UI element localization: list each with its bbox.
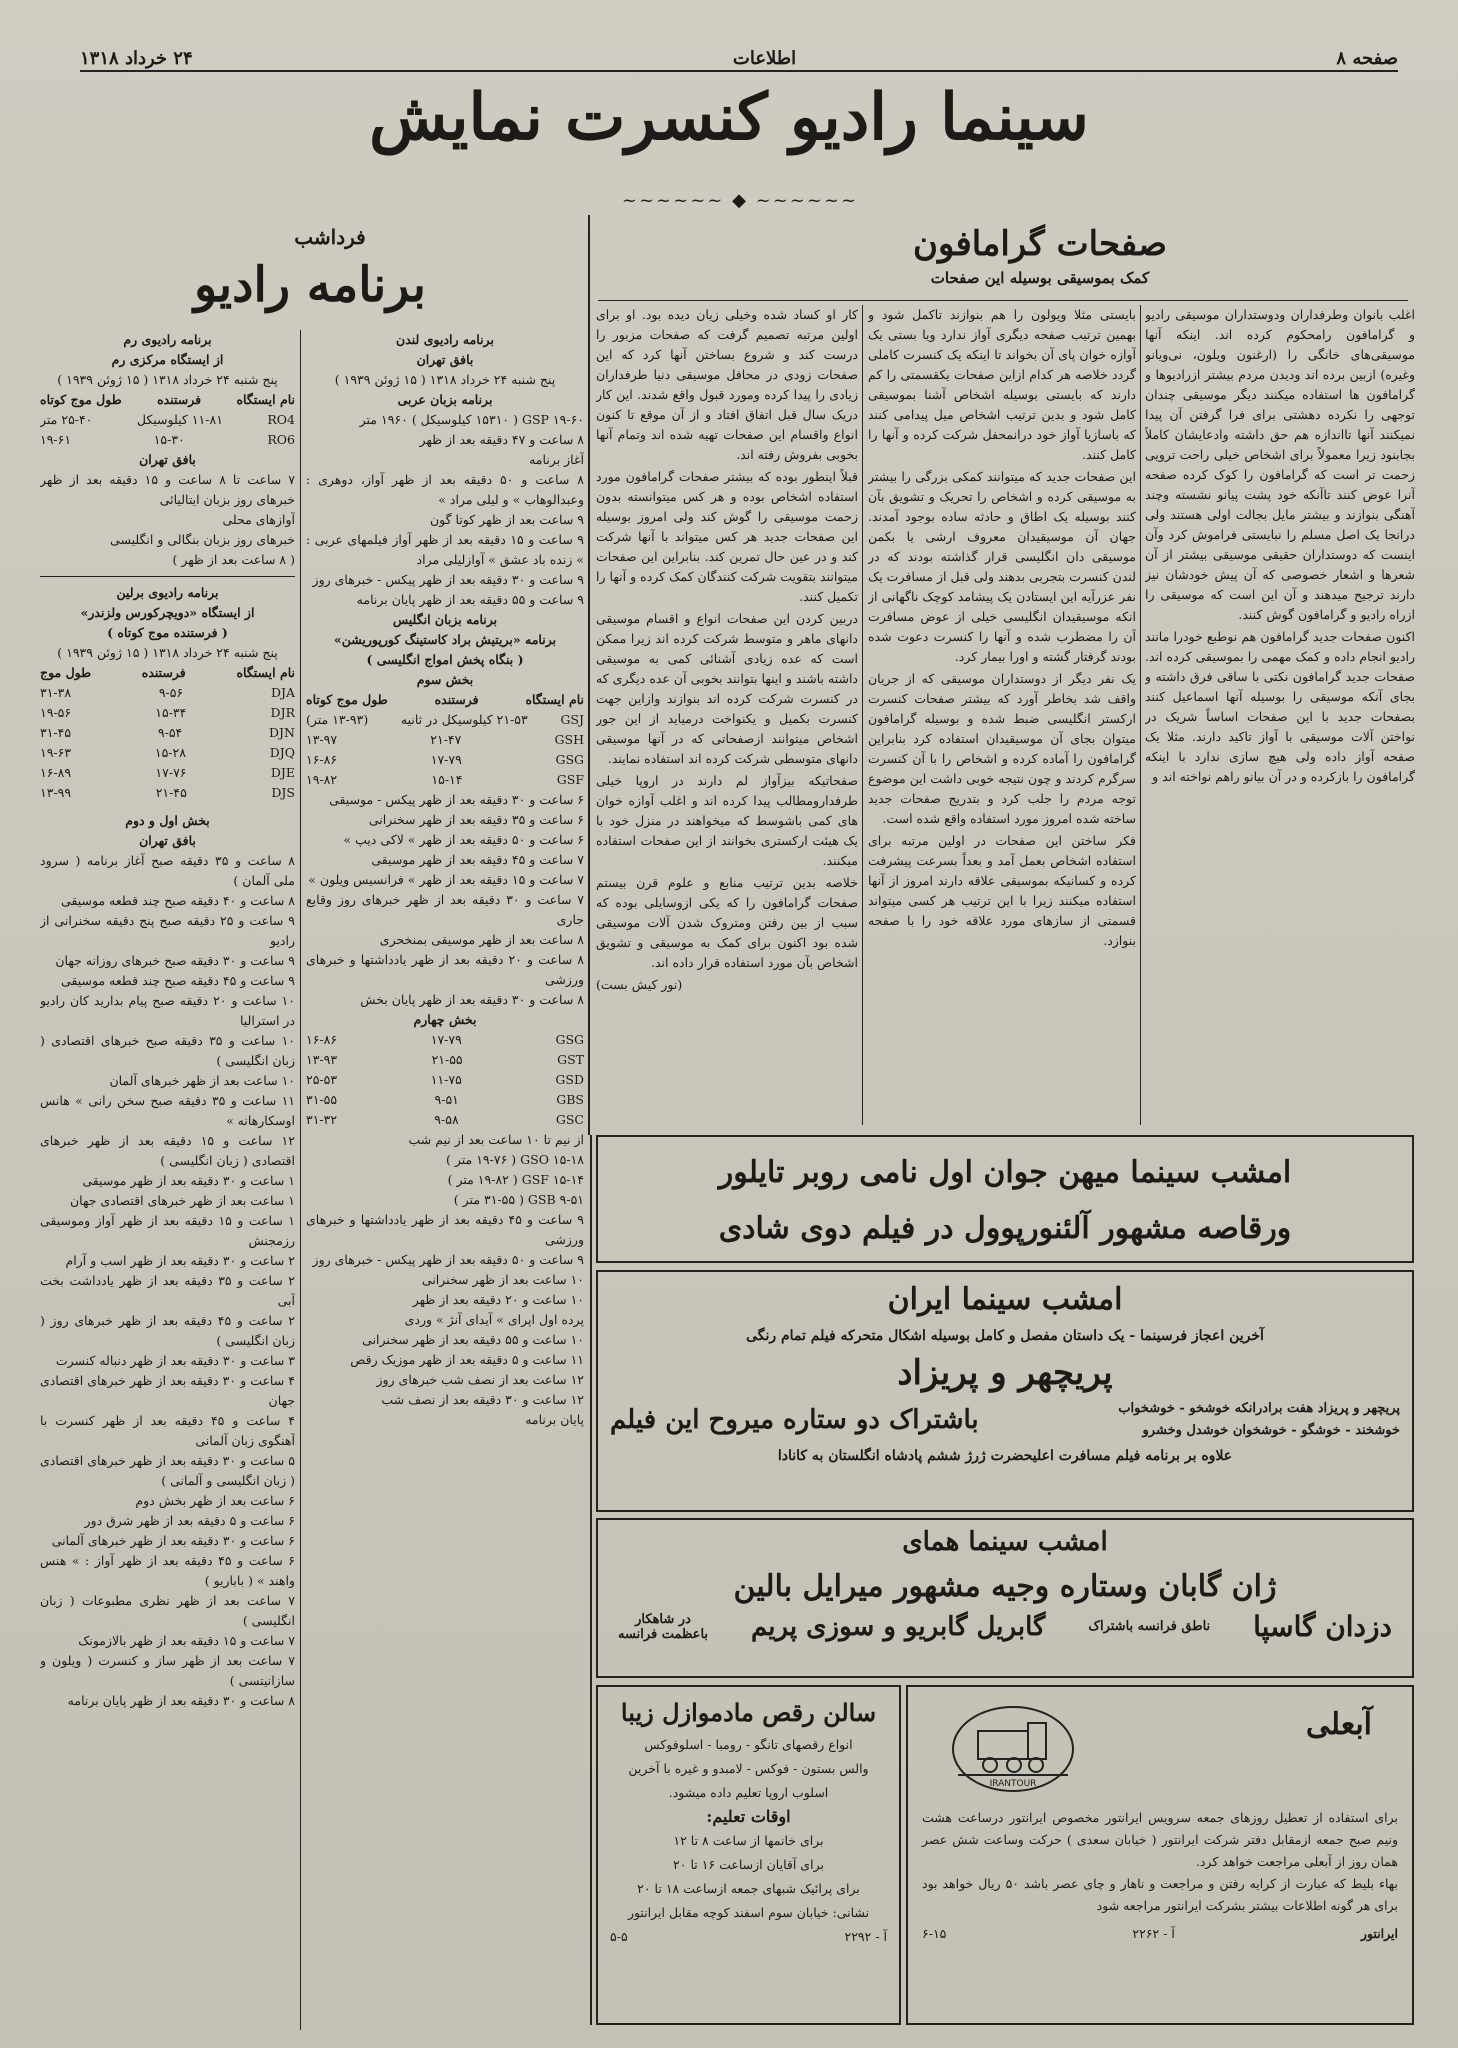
ad-note: باعظمت فرانسه bbox=[618, 1626, 709, 1642]
schedule-line: ۹ ساعت بعد از ظهر کوتا گون bbox=[429, 512, 584, 527]
article-column-2 bbox=[868, 305, 1136, 1125]
ad-footer bbox=[922, 1923, 1398, 1945]
schedule-line: ( ۸ ساعت بعد از ظهر ) bbox=[172, 552, 295, 567]
station-wave: ۱۹-۸۲ bbox=[306, 772, 338, 787]
station-code: DJE bbox=[270, 765, 295, 780]
article-column-1 bbox=[1145, 305, 1415, 1125]
schedule-line: ۱۲ ساعت و ۱۵ دقیقه بعد از ظهر خبرهای اقتصادی ( زبان انگلیسی ) bbox=[40, 1133, 295, 1168]
station-freq: ۱۵-۱۴ bbox=[431, 772, 463, 787]
schedule-line: GSP ۱۹-۶۰ ( ۱۵۳۱۰ کیلوسیکل ) ۱۹۶۰ متر bbox=[359, 412, 584, 427]
logo-text: IRANTOUR bbox=[989, 1779, 1037, 1789]
section-heading: بخش اول و دوم bbox=[125, 813, 210, 828]
article-paragraph: خلاصه بدین ترتیب منابع و علوم قرن بیستم صفحات گرامافون را که یکی ازوسایلی بوده که سبب از بین رفتن ومتروک شدن آلات موسیقی شده بود اکنون برای کمک به موسیقی و تشویق اشخاص بآن مورد استفاده قرار داده اند. bbox=[596, 875, 858, 970]
station-row bbox=[306, 730, 584, 750]
date-line: پنج شنبه ۲۴ خرداد ۱۳۱۸ ( ۱۵ ژوئن ۱۹۳۹ ) bbox=[334, 372, 556, 387]
station-freq: ۱۵-۳۰ bbox=[153, 432, 185, 447]
station-row bbox=[40, 703, 295, 723]
station-code: GSG bbox=[555, 1032, 584, 1047]
schedule-line: ۷ ساعت و ۳۰ دقیقه بعد از ظهر خبرهای روز وقایع جاری bbox=[306, 892, 584, 927]
station-code: GST bbox=[557, 1052, 584, 1067]
stations-header bbox=[40, 663, 295, 683]
schedule-line: پرده اول اپرای » آیدای آنژ » وردی bbox=[404, 1312, 584, 1327]
ad-body bbox=[598, 1733, 899, 1949]
ad-code: آ - ۲۲۶۲ bbox=[1132, 1926, 1175, 1941]
schedule-line: ۷ ساعت بعد از ظهر ساز و کنسرت ( ویلون و سازانیتسی ) bbox=[40, 1653, 295, 1688]
ad-headline: ورقاصه مشهور آلئنورپوول در فیلم دوی شادی bbox=[718, 1211, 1292, 1246]
col-header: طول موج bbox=[40, 665, 92, 680]
schedule-line: GSF ۱۵-۱۴ ( ۱۹-۸۲ متر ) bbox=[447, 1172, 584, 1187]
station-wave: ۲۵-۴۰ متر bbox=[40, 412, 93, 427]
section-heading: ( بنگاه پخش امواج انگلیسی ) bbox=[366, 652, 524, 667]
station-wave: ۳۱-۳۲ bbox=[306, 1112, 338, 1127]
ad-body bbox=[922, 1807, 1398, 1945]
station-wave: ۱۹-۶۱ bbox=[40, 432, 72, 447]
ad-signature: ایرانتور bbox=[1360, 1926, 1398, 1941]
schedule-line: ۸ ساعت و ۳۰ دقیقه بعد از ظهر پایان برنامه bbox=[67, 1693, 295, 1708]
ad-stars: باشتراک دو ستاره میروح این فیلم bbox=[610, 1405, 979, 1435]
col-header: طول موج کوتاه bbox=[40, 392, 122, 407]
schedule-line: آوازهای محلی bbox=[222, 512, 295, 527]
ad-cast: گابریل گابریو و سوزی پریم bbox=[751, 1611, 1046, 1642]
rome-station: از ایستگاه مرکزی رم bbox=[111, 352, 224, 367]
schedule-line: ۸ ساعت و ۵۰ دقیقه بعد از ظهر آواز، دوهری : وعبدالوهاب » و لیلی مراد » bbox=[306, 472, 584, 507]
paper-name: اطلاعات bbox=[732, 47, 797, 69]
station-freq: ۹-۵۴ bbox=[157, 725, 183, 740]
station-freq: ۱۵-۳۴ bbox=[155, 705, 187, 720]
station-freq: ۱۱-۸۱ کیلوسیکل bbox=[136, 412, 223, 427]
station-freq: ۹-۵۱ bbox=[434, 1092, 459, 1107]
station-wave: ۱۳-۹۷ bbox=[306, 732, 338, 747]
schedule-line: ۷ ساعت بعد از ظهر نظری مطبوعات ( زبان انگلیسی ) bbox=[40, 1593, 295, 1628]
train-logo bbox=[948, 1701, 1078, 1797]
schedule-line: ۱۰ ساعت و ۵۵ دقیقه بعد از ظهر سخنرانی bbox=[362, 1332, 584, 1347]
ad-cinema-iran bbox=[596, 1270, 1414, 1512]
ornament-divider: ~~~~~~ ◆ ~~~~~~ bbox=[621, 190, 859, 211]
article-paragraph: فکر ساختن این صفحات در اولین مرتبه برای استفاده اشخاص بعمل آمد و بعداً بسرعت پیشرفت کرده و کسانیکه بموسیقی علاقه دارند امروز از آنها استفاده میکنند زیرا با این ترتیب هر کسی میتواند قسمتی از سازهای مورد علاقه خود را با صفحه بنوازد. bbox=[868, 833, 1136, 948]
article-paragraph: اغلب بانوان وطرفداران ودوستداران موسیقی رادیو و گرامافون رامحکوم کرده اند. اینکه آنها موسیقی‌های خانگی را (ارغنون ویلون، نی‌ویانو وغیره) ازبین برده اند ودیدن مردم بیشتر ازرادیوها و گرامافون ها استفاده میکنند دیگر موسیقی چندان توجهی را نکرده دهشتی برای فرا گرفتن آن پیدا نمیکنند آنها تااندازه هم حق داشته وادعایشان کاملاً بجابنود زیرا معمولاً برای اشخاص خیلی راحت ترویی زحمت تر است که گرامافون را کوک کرده صفحه آنرا عوض کنند تاآنکه خود پشت پیانو نشسته وچند آهنگی بنوازند و بیشتر مایل بجالت اولی هستند ولی درانجا یک اصل مسلم را نبایستی فراموش کرد وآن اینست که دوستداران حقیقی موسیقی بیشتر از آن شعرها و اشعار خصوصی که آن پیش خودشان نیز دارند ترجیح میدهند و آن این است که موسیقی را ازراه رادیو و گرامافون گوش کنند. bbox=[1145, 307, 1415, 622]
article-paragraph: اکنون صفحات جدید گرامافون هم نوطبع خودرا مانند رادیو انجام داده و کمک مهمی را بموسیقی کرده اند. صفحات جدید گرامافون نکتی با ساقی فرق داشته و بجای آنکه موسیقی را بوسیله آنها اسماعیل کنند بصفحات جدید با این صفحات اساساً شریک در نواختن آلات موسیقی با آواز تاکید دارند. مثلا یک صفحه آواز داده ولی هیچ سازی ندارد با اینکه گرامافون را بازکرده و در آن بیانو راهم نواخته اند و bbox=[1145, 629, 1415, 784]
section-heading: بخش چهارم bbox=[413, 1012, 477, 1027]
cast-line: پریچهر و پریزاد هفت برادرانکه خوشخو - خوشخواب bbox=[1118, 1401, 1400, 1416]
ad-cast-block bbox=[598, 1398, 1412, 1442]
station-wave: ۱۶-۸۶ bbox=[306, 1032, 338, 1047]
article-paragraph: دربین کردن این صفحات انواع و اقسام موسیقی دانهای ماهر و متوسط شرکت کرده اند زیرا ممکن است که عده زیادی آشنائی کمی به موسیقی داشته باشند و اینها بتوانند بخوبی آن عده دیگری که در کنسرت شرکت کرده اند بنوازند وازاین جهت کنسرت بکمیل و یکنواخت درمیاید از این جور اشخاص میتوانند ازصفحاتی که در آنها موسیقی دانهای متوسطی شرکت کرده اند استفاده نمایند. bbox=[596, 611, 858, 766]
ad-film-title: پریچهر و پریزاد bbox=[897, 1353, 1113, 1393]
arabic-heading: برنامه بزبان عربی bbox=[397, 392, 493, 407]
station-code: DJS bbox=[271, 785, 295, 800]
col-header: طول موج کوتاه bbox=[306, 692, 388, 707]
schedule-line: ۷ ساعت و ۱۵ دقیقه بعد از ظهر » فرانسیس ویلون » bbox=[308, 872, 584, 887]
ad-masterpiece bbox=[618, 1612, 708, 1642]
station-freq: ۲۱-۵۵ bbox=[431, 1052, 463, 1067]
column-rule bbox=[862, 305, 863, 1125]
station-freq: ۱۵-۲۸ bbox=[154, 745, 186, 760]
ad-description: آخرین اعجاز فرسینما - یک داستان مفصل و کامل بوسیله اشکال متحرکه فیلم تمام رنگی bbox=[746, 1328, 1264, 1344]
ad-cast bbox=[1118, 1398, 1400, 1442]
rome-berlin-schedule bbox=[40, 330, 295, 2030]
schedule-line: آغاز برنامه bbox=[529, 452, 584, 467]
tehran-time: بافق تهران bbox=[416, 352, 474, 367]
london-title: برنامه رادیوی لندن bbox=[396, 332, 494, 347]
schedule-line: GSB ۹-۵۱ ( ۳۱-۵۵ متر ) bbox=[453, 1192, 584, 1207]
schedule-line: ۹ ساعت و ۵۰ دقیقه بعد از ظهر پیکس - خبرهای روز bbox=[312, 1252, 584, 1267]
ad-paragraph: بهاء بلیط که عبارت از کرایه رفتن و مراجعت و ناهار و چای عصر باشد ۵۰ ریال خواهد بود برای هر گونه اطلاعات بیشتر بشرکت ایرانتور مراجعه شود bbox=[922, 1876, 1399, 1913]
station-freq: ۲۱-۴۵ bbox=[155, 785, 187, 800]
ad-dance-salon bbox=[596, 1685, 901, 2025]
ad-line: اسلوب اروپا تعلیم داده میشود. bbox=[668, 1785, 829, 1800]
page-header bbox=[80, 46, 1398, 72]
schedule-line: ۱۰ ساعت و ۲۰ دقیقه بعد از ظهر bbox=[412, 1292, 584, 1307]
schedule-line: ۱۰ ساعت بعد از ظهر خبرهای آلمان bbox=[109, 1073, 295, 1088]
schedule-line: ۳ ساعت و ۳۰ دقیقه بعد از ظهر دنباله کنسرت bbox=[55, 1353, 295, 1368]
station-wave: ۲۵-۵۳ bbox=[306, 1072, 338, 1087]
station-wave: ۱۳-۹۹ bbox=[40, 785, 72, 800]
article-paragraph: بایستی مثلا ویولون را هم بنوازند تاکمل شود و بهمین ترتیب صفحه دیگری آواز ندارد ویا بستی یک آوازه خوان پای آن بخواند تا اینکه یک کنسرت کاملی گردد خلاصه هر کدام ازاین صفحات یکقسمتی را کم دارند که بایستی بوسیله اشخاص آشنا بموسیقی کامل شود و بدین ترتیب اشخاص میل پیدامی کنند که باسازیا آواز خود درانمحفل شرکت کرده و آنها را کامل کنند. bbox=[868, 307, 1136, 462]
schedule-line: ۴ ساعت و ۴۵ دقیقه بعد از ظهر کنسرت با آهنگوی زبان آلمانی bbox=[40, 1413, 295, 1448]
station-freq: ۹-۵۶ bbox=[158, 685, 184, 700]
stations-header bbox=[306, 690, 584, 710]
station-code: GSG bbox=[555, 752, 584, 767]
article-paragraph: قبلاً اینطور بوده که بیشتر صفحات گرامافون مورد استفاده اشخاص بوده و هر کس میتوانسته بدون زحمت موسیقی را گوش کند ولی امروز بوسیله این صفحات جدید هر کس میتواند با آنها شرکت کند و در عین حال تمرین کند. بنابراین این صفحات میتوانند بتقویت شرکت کنندگان کمک کرده و آنها را تکمیل کنند. bbox=[596, 469, 858, 604]
station-row bbox=[40, 410, 295, 430]
station-code: RO4 bbox=[267, 412, 295, 427]
schedule-line: ۸ ساعت و ۲۰ دقیقه بعد از ظهر یادداشتها و خبرهای ورزشی bbox=[306, 952, 584, 987]
schedule-line: ۱۲ ساعت و ۳۰ دقیقه بعد از نصف شب bbox=[381, 1392, 584, 1407]
column-rule bbox=[590, 1135, 592, 2025]
station-freq: ۹-۵۸ bbox=[434, 1112, 459, 1127]
station-row bbox=[306, 1070, 584, 1090]
article-paragraph: کار او کساد شده وخیلی زیان دیده بود. او برای اولین مرتبه تصمیم گرفت که صفحات مزبور را درست کند و شروع بساختن آنها کرد که این صفحات زودی در محافل موسیقی دنیا طرفداران زیادی را پیدا کرده ومورد قبول واقع شدند. این کار دریک سال قبل اتفاق افتاد و از آن موقع تا کنون انواع واقسام این صفحات تهیه شده اند وتمام آنها بخوبی بفروش رفته اند. bbox=[596, 307, 858, 462]
station-row bbox=[306, 770, 584, 790]
column-rule bbox=[300, 330, 301, 2030]
station-wave: ۳۱-۴۵ bbox=[40, 725, 72, 740]
ad-code: ۶-۱۵ bbox=[922, 1926, 947, 1941]
section-masthead: سینما رادیو کنسرت نمایش bbox=[369, 80, 1089, 155]
article-title: صفحات گرامافون bbox=[913, 224, 1167, 264]
station-freq: ۱۷-۷۹ bbox=[430, 1032, 462, 1047]
article-column-3 bbox=[596, 305, 858, 1125]
station-row bbox=[40, 743, 295, 763]
col-header: نام ایستگاه bbox=[236, 392, 295, 407]
ad-note: در شاهکار bbox=[635, 1611, 691, 1627]
ad-code: آ - ۲۲۹۲ bbox=[844, 1929, 887, 1944]
station-freq: ۱۱-۷۵ bbox=[430, 1072, 462, 1087]
ad-code: ۵-۵ bbox=[610, 1929, 628, 1944]
station-code: GSD bbox=[555, 1072, 584, 1087]
section-heading: برنامه «بریتیش براد کاستینگ کورپوریشن» bbox=[333, 632, 557, 647]
section-heading: بخش سوم bbox=[416, 672, 474, 687]
schedule-line: ۶ ساعت و ۵۰ دقیقه بعد از ظهر » لاکی دیپ » bbox=[343, 832, 584, 847]
schedule-line: ۵ ساعت و ۳۰ دقیقه بعد از ظهر خبرهای اقتصادی ( زبان انگلیسی و آلمانی ) bbox=[40, 1453, 295, 1488]
station-freq: ۲۱-۵۳ کیلوسیکل در ثانیه bbox=[400, 712, 528, 727]
section-heading: برنامه بزبان انگلیس bbox=[392, 612, 498, 627]
schedule-line: ۶ ساعت و ۴۵ دقیقه بعد از ظهر آواز : » هنس واهند » ( باباریو ) bbox=[40, 1553, 295, 1588]
ad-codes bbox=[610, 1925, 887, 1949]
schedule-line: ۲ ساعت و ۳۰ دقیقه بعد از ظهر اسب و آرام bbox=[65, 1253, 295, 1268]
schedule-line: ۱۰ ساعت و ۳۵ دقیقه صبح خبرهای اقتصادی ( زبان انگلیسی ) bbox=[40, 1033, 295, 1068]
station-code: RO6 bbox=[267, 432, 295, 447]
schedule-line: ۶ ساعت بعد از ظهر بخش دوم bbox=[135, 1493, 295, 1508]
schedule-line: ۱۰ ساعت و ۲۰ دقیقه صبح پیام بدارید کان رادیو در استرالیا bbox=[40, 993, 295, 1028]
col-header: فرستنده bbox=[157, 392, 202, 407]
station-row bbox=[306, 1050, 584, 1070]
ad-title: سالن رقص مادموازل زیبا bbox=[620, 1698, 877, 1727]
station-code: GBS bbox=[556, 1092, 584, 1107]
london-schedule bbox=[306, 330, 584, 2030]
station-row bbox=[40, 430, 295, 450]
schedule-line: خبرهای روز بزبان بنگالی و انگلیسی bbox=[110, 532, 295, 547]
station-freq: ۲۱-۴۷ bbox=[430, 732, 462, 747]
radio-title: برنامه رادیو bbox=[193, 257, 427, 313]
station-row bbox=[40, 723, 295, 743]
col-header: فرستنده bbox=[434, 692, 479, 707]
schedule-line: ۸ ساعت و ۴۷ دقیقه بعد از ظهر bbox=[419, 432, 584, 447]
schedule-line: ۱۲ ساعت بعد از نصف شب خبرهای روز bbox=[376, 1372, 584, 1387]
schedule-line: ۹ ساعت و ۳۰ دقیقه صبح خبرهای روزانه جهان bbox=[55, 953, 295, 968]
ad-extra: علاوه بر برنامه فیلم مسافرت اعلیحضرت ژرژ ششم پادشاه انگلستان به کانادا bbox=[777, 1448, 1233, 1464]
rome-title: برنامه رادیوی رم bbox=[123, 332, 212, 347]
ad-line: برای خانمها از ساعت ۸ تا ۱۲ bbox=[673, 1833, 824, 1848]
station-wave: ۳۱-۵۵ bbox=[306, 1092, 338, 1107]
ad-line: انواع رقصهای تانگو - رومبا - اسلوفوکس bbox=[644, 1737, 853, 1752]
schedule-line: ۶ ساعت و ۳۰ دقیقه بعد از ظهر پیکس - موسیقی bbox=[329, 792, 584, 807]
ad-title: امشب سینما همای bbox=[902, 1527, 1108, 1557]
berlin-sub: ( فرستنده موج کوتاه ) bbox=[107, 625, 228, 640]
schedule-line: ۷ ساعت و ۱۵ دقیقه بعد از ظهر بالازمونک bbox=[78, 1633, 295, 1648]
schedule-line: ۶ ساعت و ۳۰ دقیقه بعد از ظهر خبرهای آلمانی bbox=[51, 1533, 295, 1548]
station-wave: ۱۹-۶۳ bbox=[40, 745, 72, 760]
station-wave: ۱۶-۸۶ bbox=[306, 752, 338, 767]
ad-headline: امشب سینما میهن جوان اول نامی روبر تایلور bbox=[718, 1155, 1292, 1190]
ad-stars: ژان گابان وستاره وجیه مشهور میرایل بالین bbox=[733, 1569, 1277, 1604]
schedule-line: ۹ ساعت و ۵۵ دقیقه بعد از ظهر پایان برنامه bbox=[356, 592, 584, 607]
station-code: DJQ bbox=[269, 745, 295, 760]
ad-film-row bbox=[598, 1610, 1412, 1643]
station-row bbox=[40, 763, 295, 783]
ad-film-title: دزدان گاسپا bbox=[1253, 1610, 1392, 1643]
date-line: پنج شنبه ۲۴ خرداد ۱۳۱۸ ( ۱۵ ژوئن ۱۹۳۹ ) bbox=[57, 372, 278, 387]
schedule-line: ۶ ساعت و ۳۵ دقیقه بعد از ظهر سخنرانی bbox=[368, 812, 584, 827]
schedule-line: ۸ ساعت بعد از ظهر موسیقی بمنخحری bbox=[379, 932, 584, 947]
schedule-line: ۴ ساعت و ۳۰ دقیقه بعد از ظهر خبرهای اقتصادی جهان bbox=[40, 1373, 295, 1408]
tehran-time: بافق تهران bbox=[139, 833, 196, 848]
berlin-title: برنامه رادیوی برلین bbox=[116, 585, 219, 600]
column-rule bbox=[588, 215, 590, 1135]
station-wave: ۱۹-۵۶ bbox=[40, 705, 72, 720]
ad-cinema-mihan bbox=[596, 1135, 1414, 1263]
schedule-line: پایان برنامه bbox=[525, 1412, 584, 1427]
article-subtitle: کمک بموسیقی بوسیله این صفحات bbox=[930, 269, 1150, 287]
schedule-line: ۹ ساعت و ۴۵ دقیقه صبح چند قطعه موسیقی bbox=[61, 973, 295, 988]
schedule-line: ۹ ساعت و ۴۵ دقیقه بعد از ظهر یادداشتها و خبرهای ورزشی bbox=[306, 1212, 584, 1247]
col-header: نام ایستگاه bbox=[525, 692, 584, 707]
stations-header bbox=[40, 390, 295, 410]
schedule-line: ۱ ساعت بعد از ظهر خبرهای اقتصادی جهان bbox=[69, 1193, 295, 1208]
station-code: GSF bbox=[556, 772, 584, 787]
ad-paragraph: برای استفاده از تعطیل روزهای جمعه سرویس ایرانتور مخصوص ایرانتور درساعت هشت ونیم صبح جمعه ازمقابل دفتر شرکت ایرانتور ( خیابان سعدی ) حرکت وساعت شش عصر همان روز از آبعلی مراجعت خواهد کرد. bbox=[922, 1810, 1398, 1869]
article-paragraph: یک نفر دیگر از دوستداران موسیقی که از جریان واقف شد بخاطر آورد که بیشتر صفحات کنسرت ارکستر انگلیسی ضبط شده و بوسیله گرامافون میتوان بجای آن موسیقیدان استفاده کرد بنابراین گرامافون را آماده کرده و اشخاص را با آن کنسرت سرگرم کردند و چون نتیجه خوبی داشت این موضوع توجه مردم را جلب کرد و بتدریج صفحات جدید ساخته شده امروز مورد استفاده واقع شده است. bbox=[868, 671, 1136, 826]
radio-tomorrow: فرداشب bbox=[294, 225, 366, 249]
schedule-line: ۶ ساعت و ۵ دقیقه بعد از ظهر شرق دور bbox=[84, 1513, 295, 1528]
ad-title: آبعلی bbox=[1305, 1707, 1372, 1742]
station-code: GSJ bbox=[560, 712, 584, 727]
station-freq: ۱۷-۷۹ bbox=[430, 752, 462, 767]
rule bbox=[598, 300, 1408, 301]
ad-line: والس بستون - فوکس - لامبدو و غیره با آخرین bbox=[628, 1761, 869, 1776]
article-author: (نور کیش بست) bbox=[596, 977, 683, 992]
schedule-line: ۹ ساعت و ۲۵ دقیقه صبح پنج دقیقه سخنرانی از رادیو bbox=[40, 913, 295, 948]
schedule-line: GSO ۱۵-۱۸ ( ۱۹-۷۶ متر ) bbox=[446, 1152, 584, 1167]
station-code: DJN bbox=[269, 725, 295, 740]
ad-line: اوقات تعلیم: bbox=[706, 1807, 791, 1826]
ad-title: امشب سینما ایران bbox=[887, 1282, 1123, 1317]
schedule-line: ۷ ساعت و ۴۵ دقیقه بعد از ظهر موسیقی bbox=[371, 852, 584, 867]
col-header: فرستنده bbox=[141, 665, 186, 680]
station-row bbox=[306, 1030, 584, 1050]
ad-note: ناطق فرانسه باشتراک bbox=[1088, 1619, 1211, 1634]
schedule-line: ۱۱ ساعت و ۵ دقیقه بعد از ظهر موزیک رقص bbox=[350, 1352, 584, 1367]
page-date: ۲۴ خرداد ۱۳۱۸ bbox=[80, 47, 193, 69]
station-row bbox=[306, 750, 584, 770]
schedule-line: ۱ ساعت و ۳۰ دقیقه بعد از ظهر موسیقی bbox=[82, 1173, 295, 1188]
station-row bbox=[306, 1090, 584, 1110]
station-wave: ۱۶-۸۹ bbox=[40, 765, 72, 780]
station-wave: ۱۳-۹۳ bbox=[306, 1052, 338, 1067]
article-paragraph: صفحاتیکه بیزآواز لم دارند در اروپا خیلی طرفدارومطالب پیدا کرده اند و اغلب آوازه خوان های کمی باشوسط که میخواهند در منزل خود با یک هیئت ارکستری بخوانند از این صفحات استفاده میکنند. bbox=[596, 773, 858, 868]
page-number: صفحه ۸ bbox=[1336, 47, 1398, 69]
station-code: GSH bbox=[554, 732, 584, 747]
ad-line: برای آقایان ازساعت ۱۶ تا ۲۰ bbox=[673, 1857, 824, 1872]
station-row bbox=[306, 710, 584, 730]
schedule-line: ۹ ساعت و ۱۵ دقیقه بعد از ظهر آواز فیلمهای عربی : » زنده باد عشق » آوازلیلی مراد bbox=[306, 532, 584, 567]
station-wave: (۱۳-۹۳ متر) bbox=[306, 712, 369, 727]
cast-line: خوشخند - خوشگو - خوشخوان خوشدل وخشرو bbox=[1142, 1423, 1400, 1438]
ad-line: برای پرائیک شبهای جمعه ازساعت ۱۸ تا ۲۰ bbox=[637, 1881, 860, 1896]
col-header: نام ایستگاه bbox=[236, 665, 295, 680]
schedule-line: ۲ ساعت و ۴۵ دقیقه بعد از ظهر خبرهای روز ( زبان انگلیسی ) bbox=[40, 1313, 295, 1348]
tehran-time: بافق تهران bbox=[139, 452, 196, 467]
station-wave: ۳۱-۳۸ bbox=[40, 685, 72, 700]
station-code: DJA bbox=[270, 685, 295, 700]
schedule-line: از نیم تا ۱۰ ساعت بعد از نیم شب bbox=[408, 1132, 584, 1147]
schedule-line: ۱۱ ساعت و ۳۵ دقیقه صبح سخن رانی » هانس اوسکارهانه » bbox=[40, 1093, 295, 1128]
schedule-line: ۸ ساعت و ۴۰ دقیقه صبح چند قطعه موسیقی bbox=[61, 893, 295, 908]
date-line: پنج شنبه ۲۴ خرداد ۱۳۱۸ ( ۱۵ ژوئن ۱۹۳۹ ) bbox=[57, 645, 278, 660]
article-paragraph: این صفحات جدید که میتوانند کمکی بزرگی را بیشتر به موسیقی کرده و اشخاص را تحریک و تشویق بآن کنند بوسیله یک اطاق و حادثه ساده بوجود آمدند. جهان آن موسیقیدان معروف ارشی یا بکمن موسیقی دان انگلیسی قرار گذاشته بودند که در لندن کنسرت بتجربی بدهند ولی قبل از مسافرت یک نفر عزرآیه این ایستادن یک پیشامد کوچک ناگهانی از انکه موسیقیدان انگلیسی خیلی از عوض مسافرت آن را مضطرب شده و آنها را کنسرت دعوت شده بودند گرفتار گشته و اورا بیمار کرد. bbox=[868, 469, 1136, 664]
column-rule bbox=[1140, 305, 1141, 1125]
ad-line: نشانی: خیابان سوم اسفند کوچه مقابل ایرانتور bbox=[627, 1905, 870, 1920]
ad-cinema-homa bbox=[596, 1518, 1414, 1678]
station-row bbox=[40, 683, 295, 703]
schedule-line: ۹ ساعت و ۳۰ دقیقه بعد از ظهر پیکس - خبرهای روز bbox=[312, 572, 584, 587]
schedule-line: ۱ ساعت و ۱۵ دقیقه بعد از ظهر آواز وموسیقی رزمجنش bbox=[40, 1213, 295, 1248]
station-row bbox=[306, 1110, 584, 1130]
schedule-line: ۷ ساعت تا ۸ ساعت و ۱۵ دقیقه بعد از ظهر خبرهای روز بزبان ایتالیائی bbox=[40, 472, 295, 507]
station-row bbox=[40, 783, 295, 803]
rule bbox=[40, 576, 295, 577]
schedule-line: ۸ ساعت و ۳۰ دقیقه بعد از ظهر پایان بخش bbox=[360, 992, 584, 1007]
schedule-line: ۲ ساعت و ۳۵ دقیقه بعد از ظهر یادداشت بخت آبی bbox=[40, 1273, 295, 1308]
berlin-station: از ایستگاه «دویچرکورس ولزندر» bbox=[80, 605, 255, 620]
schedule-line: ۸ ساعت و ۳۵ دقیقه صبح آغاز برنامه ( سرود ملی آلمان ) bbox=[40, 853, 295, 888]
station-freq: ۱۷-۷۶ bbox=[155, 765, 187, 780]
station-code: GSC bbox=[555, 1112, 584, 1127]
schedule-line: ۱۰ ساعت بعد از ظهر سخنرانی bbox=[421, 1272, 584, 1287]
ad-abali-irantour bbox=[906, 1685, 1414, 2025]
station-code: DJR bbox=[270, 705, 295, 720]
